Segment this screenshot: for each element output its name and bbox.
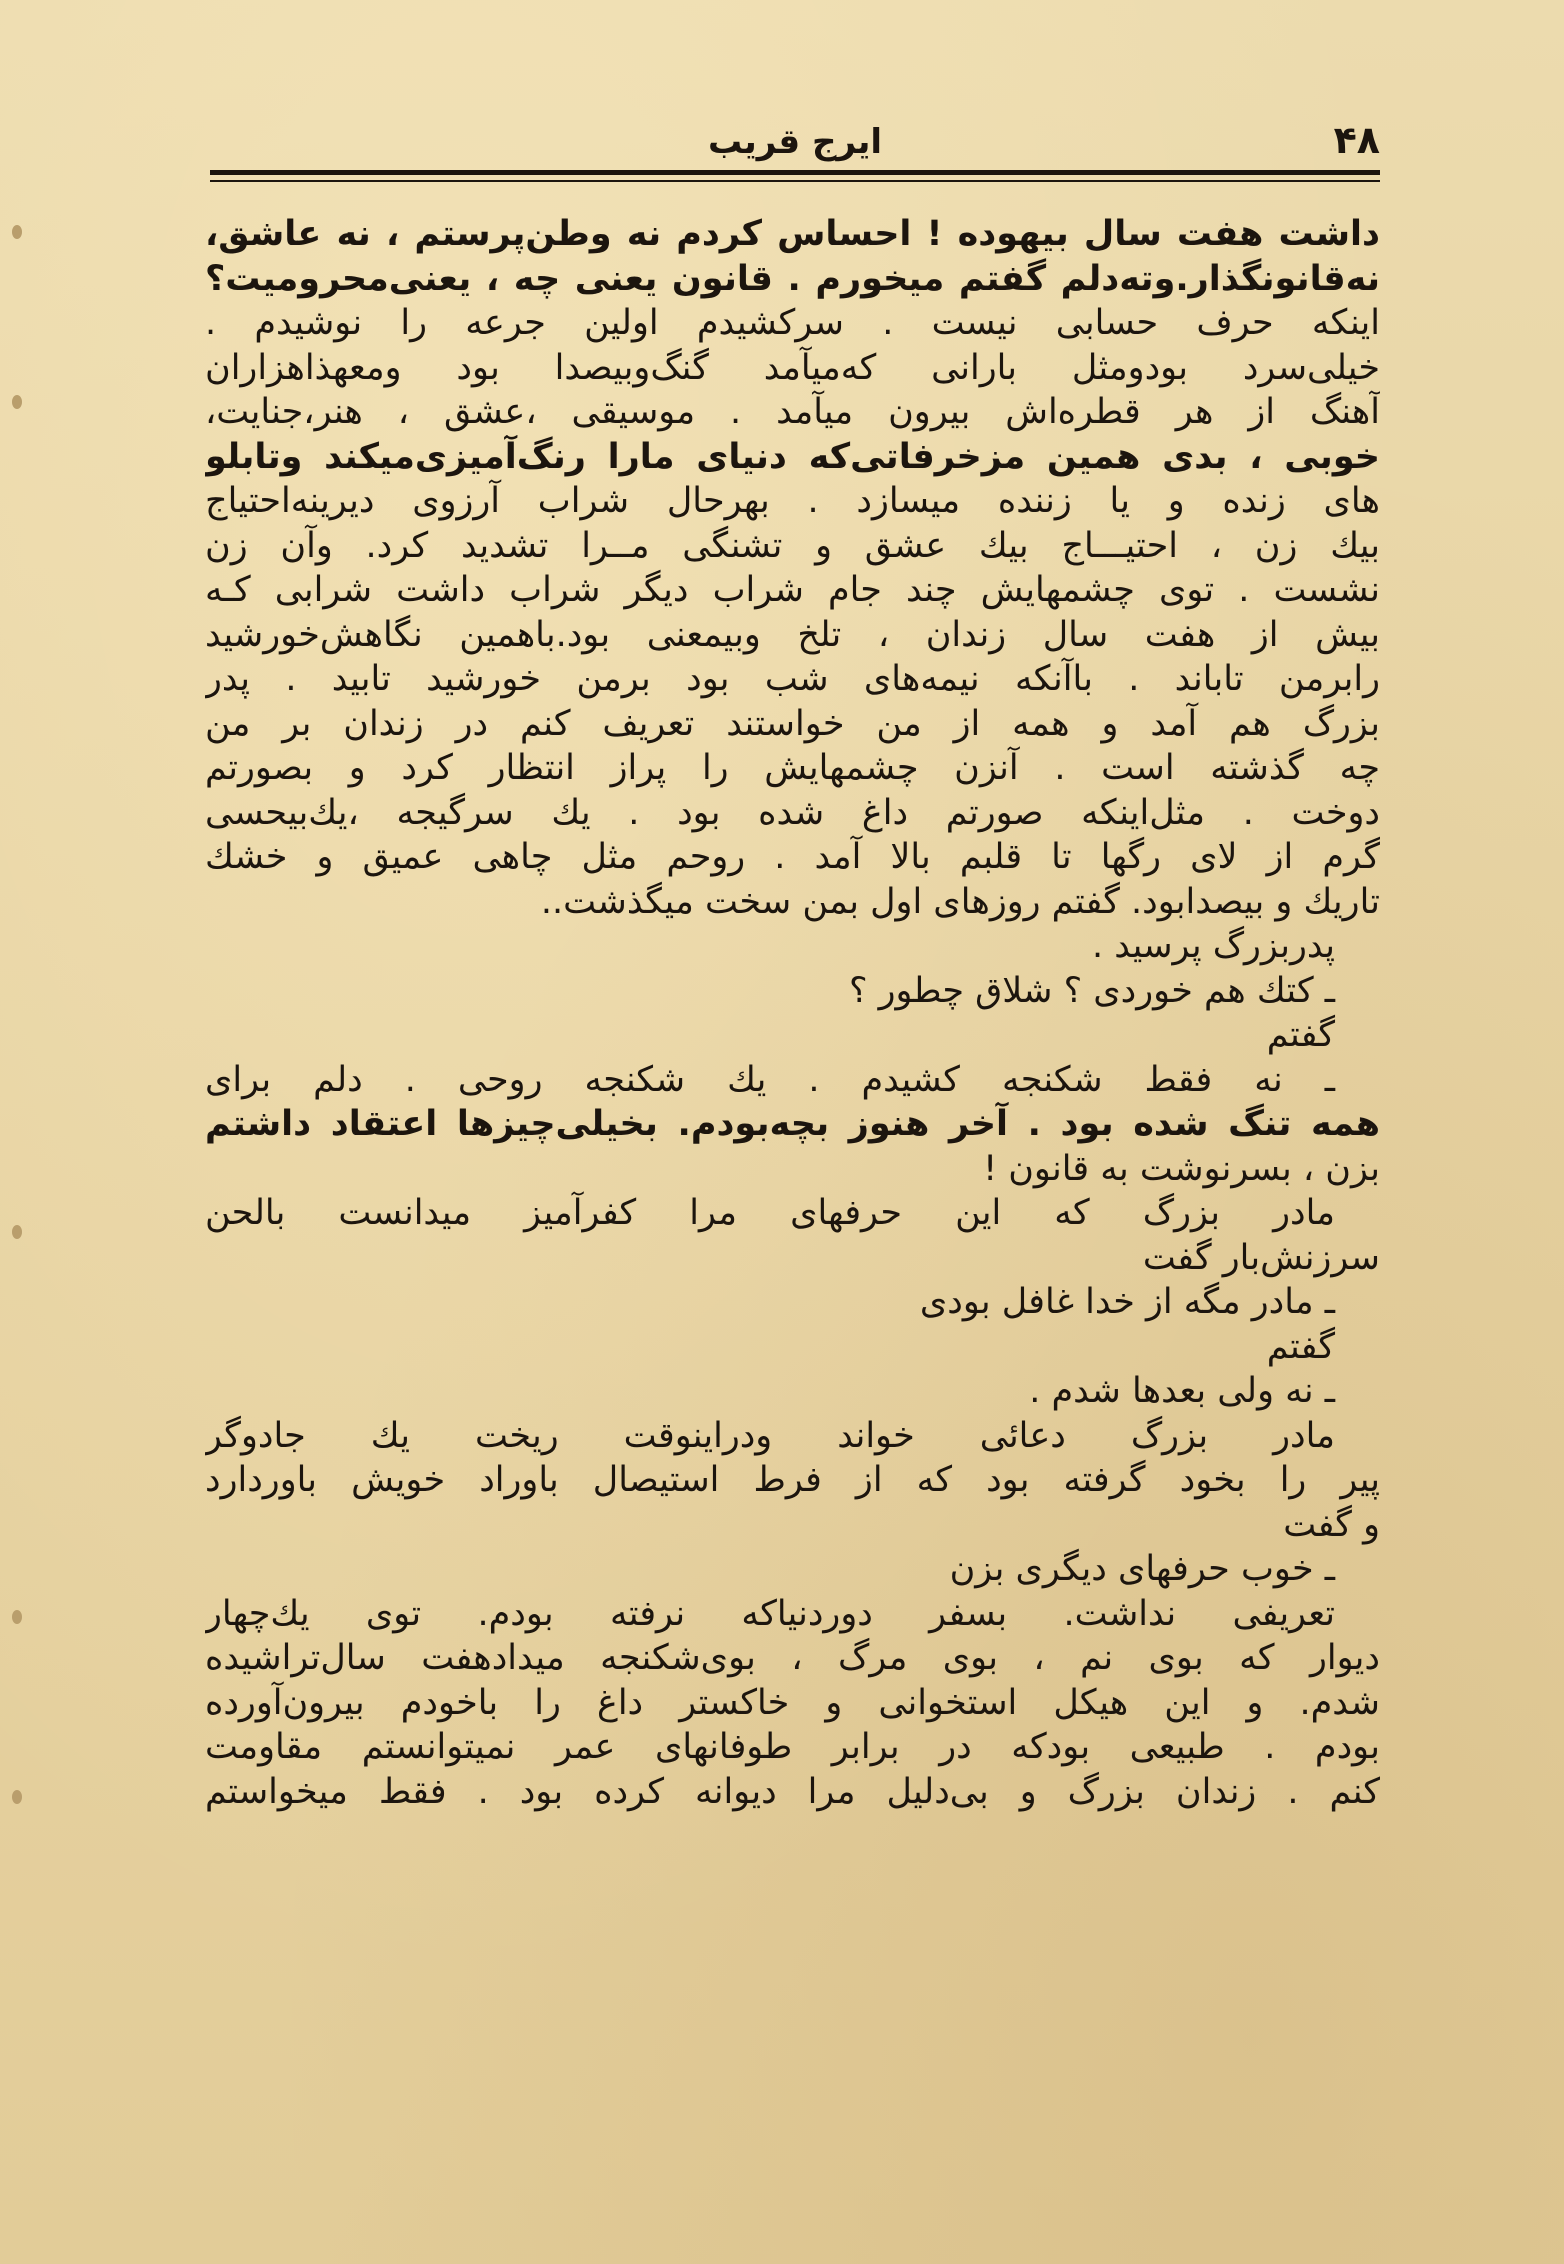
text-line: چه گذشته است . آنزن چشمهایش را پراز انتظار کرد و بصورتم [205, 748, 1380, 788]
text-line: خیلی‌سرد بودومثل بارانی که‌میآمد گنگ‌وبیصدا بود ومعهذاهزاران [205, 347, 1380, 388]
text-line: رابرمن تاباند . باآنکه نیمه‌های شب بود برمن خورشید تابید . پدر [205, 659, 1380, 699]
text-line: اینکه حرف حسابی نیست . سرکشیدم اولین جرعه را نوشیدم . [205, 303, 1380, 343]
text-line: ـ نه فقط شکنجه کشیدم . یك شکنجه روحی . دلم برای [205, 1059, 1335, 1100]
text-line: مادر بزرگ که این حرفهای مرا کفرآمیز میدانست بالحن [205, 1193, 1335, 1233]
text-line: پیر را بخود گرفته بود که از فرط استیصال باوراد خویش باوردارد [205, 1460, 1380, 1500]
text-line: ـ مادر مگه از خدا غافل بودی [919, 1282, 1335, 1322]
text-line: دیوار که بوی نم ، بوی مرگ ، بوی‌شکنجه میدادهفت سال‌تراشیده [205, 1638, 1380, 1678]
page-header [210, 112, 1380, 172]
text-line: دوخت . مثل‌اینکه صورتم داغ شده بود . یك سرگیجه ،یك‌بیحسی [205, 792, 1380, 833]
text-line: نه‌قانونگذار.وته‌دلم گفتم میخورم . قانون یعنی چه ، یعنی‌محرومیت؟ [205, 258, 1380, 299]
text-line: بزرگ هم آمد و همه از من خواستند تعریف کنم در زندان بر من [205, 703, 1380, 744]
header-rule-thin [210, 180, 1380, 182]
stain-mark [12, 395, 22, 409]
text-line: خوبی ، بدی همین مزخرفاتی‌که دنیای مارا رنگ‌آمیزی‌میکند وتابلو [205, 436, 1380, 477]
text-line: ـ کتك هم خوردی ؟ شلاق چطور ؟ [848, 970, 1335, 1011]
stain-mark [12, 1225, 22, 1239]
text-line: داشت هفت سال بیهوده ! احساس کردم نه وطن‌پرستم ، نه عاشق، [205, 214, 1380, 254]
running-title: ایرج قریب [707, 122, 883, 162]
text-line: ـ خوب حرفهای دیگری بزن [949, 1549, 1335, 1589]
text-line: تعریفی نداشت. بسفر دوردنیاکه نرفته بودم. توی یك‌چهار [205, 1593, 1335, 1634]
text-line: بیك زن ، احتیـــاج بیك عشق و تشنگی مــرا تشدید کرد. وآن زن [205, 525, 1380, 566]
text-line: گفتم [1266, 1326, 1335, 1367]
text-line: و گفت [1283, 1504, 1380, 1545]
text-line: آهنگ از هر قطره‌اش بیرون میآمد . موسیقی ،عشق ، هنر،جنایت، [205, 392, 1380, 432]
stain-mark [12, 1610, 22, 1624]
text-line: بیش از هفت سال زندان ، تلخ وبیمعنی بود.باهمین نگاهش‌خورشید [205, 614, 1380, 655]
stain-mark [12, 225, 22, 239]
text-line: گرم از لای رگها تا قلبم بالا آمد . روحم مثل چاهی عمیق و خشك [205, 837, 1380, 877]
text-line: پدربزرگ پرسید . [1092, 926, 1335, 966]
text-line: تاریك و بیصدابود. گفتم روزهای اول بمن سخت میگذشت.. [540, 881, 1380, 922]
page-edge-stains [4, 0, 34, 2264]
text-line: ـ نه ولی بعدها شدم . [1029, 1371, 1335, 1411]
text-line: همه تنگ شده بود . آخر هنوز بچه‌بودم. بخیلی‌چیزها اعتقاد داشتم [205, 1104, 1380, 1144]
text-line: نشست . توی چشمهایش چند جام شراب دیگر شراب داشت شرابی کـه [205, 570, 1380, 610]
text-line: شدم. و این هیکل استخوانی و خاکستر داغ را باخودم بیرون‌آورده [205, 1682, 1380, 1723]
text-line: مادر بزرگ دعائی خواند ودراینوقت ریخت یك جادوگر [205, 1415, 1335, 1456]
text-line: های زنده و یا زننده میسازد . بهرحال شراب آرزوی دیرینه‌احتیاج [205, 481, 1380, 521]
text-line: کنم . زندان بزرگ و بی‌دلیل مرا دیوانه کرده بود . فقط میخواستم [205, 1771, 1380, 1812]
text-line: گفتم [1266, 1015, 1335, 1055]
text-line: سرزنش‌بار گفت [1142, 1237, 1380, 1278]
body-text [205, 212, 1380, 1814]
page-number: ۴۸ [1333, 118, 1380, 162]
text-line: بزن ، بسرنوشت به قانون ! [983, 1148, 1380, 1189]
text-line: بودم . طبیعی بودکه در برابر طوفانهای عمر نمیتوانستم مقاومت [205, 1727, 1380, 1767]
header-rule-thick [210, 170, 1380, 175]
stain-mark [12, 1790, 22, 1804]
